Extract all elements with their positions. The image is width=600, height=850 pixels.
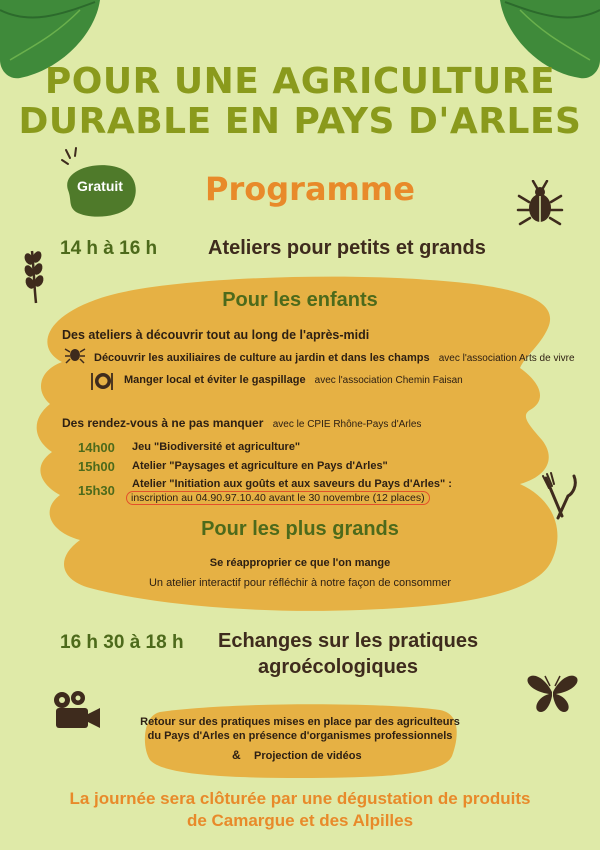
block2-time: 16 h 30 à 18 h [60, 632, 184, 653]
schedule-text-3: Atelier "Initiation aux goûts et aux saveurs du Pays d'Arles" : [132, 478, 452, 490]
section-enfants-title: Pour les enfants [222, 289, 378, 311]
registration-note: inscription au 04.90.97.10.40 avant le 30 novembre (12 places) [126, 491, 430, 505]
programme-title: Programme [205, 170, 415, 208]
block1-time: 14 h à 16 h [60, 238, 158, 259]
retour-line1: Retour sur des pratiques mises en place par des agriculteurs [140, 716, 460, 728]
atelier-item-2: Manger local et éviter le gaspillage avec l'association Chemin Faisan [124, 374, 463, 386]
rdv-title: Des rendez-vous à ne pas manquer avec le CPIE Rhône-Pays d'Arles [62, 416, 422, 430]
page-title-line2: DURABLE EN PAYS D'ARLES [18, 101, 582, 142]
ateliers-title: Des ateliers à découvrir tout au long de l'après-midi [62, 328, 370, 342]
ampersand: & [232, 748, 241, 762]
schedule-text-1: Jeu "Biodiversité et agriculture" [132, 441, 301, 453]
footer-line1: La journée sera clôturée par une dégustation de produits [69, 789, 531, 808]
block2-heading-line2: agroécologiques [258, 656, 419, 678]
cutlery-icon [540, 472, 580, 522]
grands-line2: Un atelier interactif pour réfléchir à notre façon de consommer [148, 577, 452, 589]
grands-line1: Se réapproprier ce que l'on mange [209, 557, 391, 569]
retour-line3: Projection de vidéos [254, 750, 362, 762]
bug-icon [64, 343, 86, 365]
sparkle-icon [58, 146, 88, 166]
plate-icon [90, 370, 114, 392]
footer-line2: de Camargue et des Alpilles [186, 811, 414, 830]
page-title-line1: POUR UNE AGRICULTURE [44, 61, 556, 102]
free-badge: Gratuit [60, 160, 140, 220]
section-grands-title: Pour les plus grands [201, 518, 399, 540]
schedule-time-1: 14h00 [78, 440, 115, 455]
atelier-item-1: Découvrir les auxiliaires de culture au jardin et dans les champs avec l'association Arts de vivre [94, 352, 575, 364]
block1-heading: Ateliers pour petits et grands [208, 237, 486, 259]
schedule-text-2: Atelier "Paysages et agriculture en Pays d'Arles" [132, 460, 388, 472]
bug-icon [515, 180, 565, 230]
schedule-time-2: 15h00 [78, 459, 115, 474]
butterfly-icon [525, 672, 580, 717]
schedule-time-3: 15h30 [78, 483, 115, 498]
retour-line2: du Pays d'Arles en présence d'organismes professionnels [147, 730, 453, 742]
block2-heading-line1: Echanges sur les pratiques [218, 630, 479, 652]
